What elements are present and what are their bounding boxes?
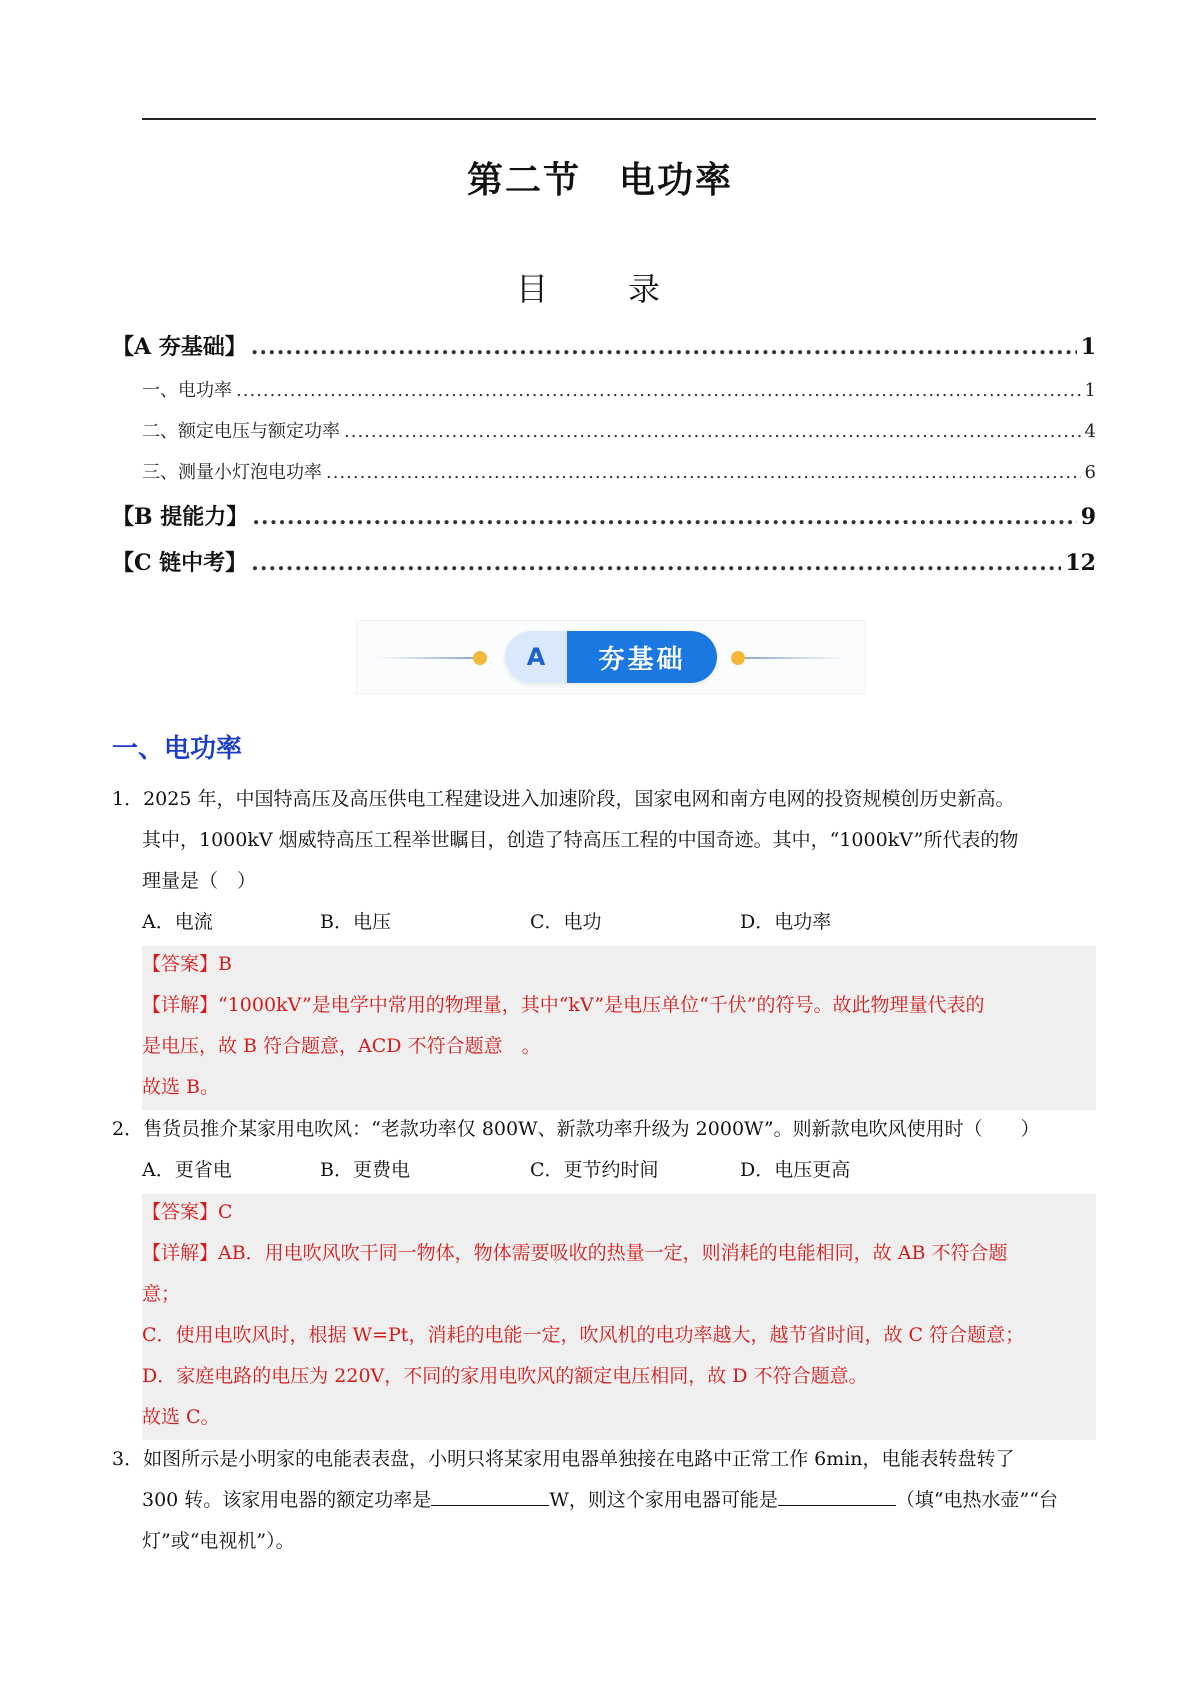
banner-text: 夯基础 [567,631,717,683]
toc-item-b[interactable] [112,500,1096,531]
page-title: 第二节 电功率 [466,160,733,201]
section-title: 一、电功率 [112,734,243,764]
q3-line3: 灯”或“电视机”）。 [142,1530,295,1552]
toc-leader [344,421,1081,442]
q2-detail-line3: C．使用电吹风时，根据 W=Pt，消耗的电能一定，吹风机的电功率越大，越节省时间，故 C 符合题意； [142,1324,1025,1346]
toc-heading: 目 录 [515,270,684,308]
toc-label: 【C 链中考】 [112,550,248,576]
toc-page: 9 [1080,504,1096,530]
header-rule [142,118,1096,120]
q3-text-part1: 300 转。该家用电器的额定功率是 [142,1489,432,1511]
q3-blank-appliance[interactable] [778,1487,896,1506]
banner-letter: A [505,631,567,683]
toc-label: 【A 夯基础】 [112,334,247,360]
q2-answer: 【答案】C [142,1201,233,1223]
banner-dot-right [731,651,745,665]
q1-answer: 【答案】B [142,953,232,975]
banner-line-right [745,657,845,659]
toc-label: 【B 提能力】 [112,504,249,530]
q1-line3: 理量是（ ） [142,870,257,892]
toc-page: 12 [1065,550,1096,576]
toc-page: 4 [1084,421,1096,442]
q2-detail-line4: D．家庭电路的电压为 220V，不同的家用电吹风的额定电压相同，故 D 不符合题意。 [142,1365,868,1387]
q3-line1: 3．如图所示是小明家的电能表表盘，小明只将某家用电器单独接在电路中正常工作 6min，电能表转盘转了 [112,1448,1015,1470]
q2-detail-line2: 意； [142,1283,181,1305]
q2-answer-box [142,1194,1096,1440]
toc-leader [236,380,1081,401]
q1-option-c: C．电功 [530,911,602,933]
toc-item-1[interactable] [142,376,1096,402]
toc-leader [252,504,1076,530]
q3-text-part2: W，则这个家用电器可能是 [549,1489,778,1511]
banner-dot-left [473,651,487,665]
toc-leader [251,550,1061,576]
q1-line2: 其中，1000kV 烟威特高压工程举世瞩目，创造了特高压工程的中国奇迹。其中，“1000kV”所代表的物 [142,829,1019,851]
q1-detail-line3: 故选 B。 [142,1076,220,1098]
toc-leader [251,334,1077,360]
toc-label: 一、电功率 [142,380,232,401]
q1-answer-box [142,946,1096,1110]
toc-leader [326,462,1081,483]
banner-line-left [375,657,475,659]
q2-option-a: A．更省电 [142,1159,232,1181]
q1-option-b: B．电压 [320,911,391,933]
q1-line1: 1．2025 年，中国特高压及高压供电工程建设进入加速阶段，国家电网和南方电网的投资规模创历史新高。 [112,788,1015,810]
toc-page: 1 [1084,380,1096,401]
q3-line2 [142,1485,1058,1512]
q2-line1: 2．售货员推介某家用电吹风：“老款功率仅 800W、新款功率升级为 2000W”。则新款电吹风使用时（ ） [112,1118,1040,1140]
banner-pill [505,631,717,683]
q2-option-d: D．电压更高 [740,1159,851,1181]
q3-blank-power[interactable] [431,1487,549,1506]
section-banner [356,620,866,694]
q2-option-b: B．更费电 [320,1159,410,1181]
q2-detail-line5: 故选 C。 [142,1406,220,1428]
toc-item-2[interactable] [142,417,1096,443]
q1-option-d: D．电功率 [740,911,832,933]
q2-option-c: C．更节约时间 [530,1159,659,1181]
q3-text-part3: （填“电热水壶”“台 [895,1489,1058,1511]
q1-detail-line1: 【详解】“1000kV”是电学中常用的物理量，其中“kV”是电压单位“千伏”的符号。故此物理量代表的 [142,994,985,1016]
toc-page: 6 [1084,462,1096,483]
toc-label: 三、测量小灯泡电功率 [142,462,322,483]
q2-detail-line1: 【详解】AB．用电吹风吹干同一物体，物体需要吸收的热量一定，则消耗的电能相同，故 AB 不符合题 [142,1242,1008,1264]
toc-item-3[interactable] [142,458,1096,484]
toc-label: 二、额定电压与额定功率 [142,421,340,442]
toc-item-c[interactable] [112,546,1096,577]
q1-detail-line2: 是电压，故 B 符合题意，ACD 不符合题意 。 [142,1035,541,1057]
q1-option-a: A．电流 [142,911,213,933]
toc-page: 1 [1080,334,1096,360]
toc-item-a[interactable] [112,330,1096,361]
